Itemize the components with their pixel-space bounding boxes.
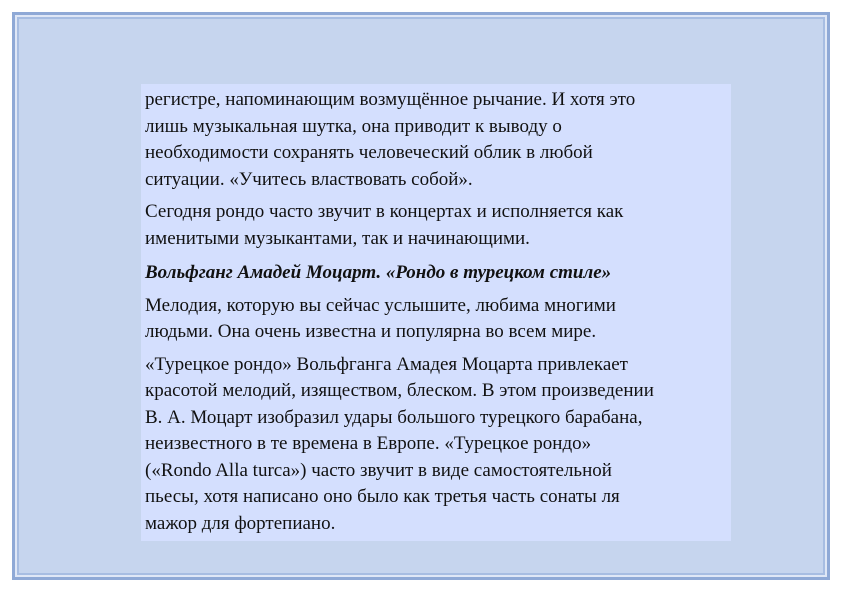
text-line: пьесы, хотя написано оно было как третья часть сонаты ля xyxy=(145,486,620,507)
text-line: именитыми музыкантами, так и начинающими. xyxy=(145,227,530,249)
text-line: мажор для фортепиано. xyxy=(145,512,336,534)
text-line: ситуации. «Учитесь властвовать собой». xyxy=(145,168,473,190)
text-line: необходимости сохранять человеческий облик в любой xyxy=(145,142,593,163)
text-line: лишь музыкальная шутка, она приводит к выводу о xyxy=(145,115,562,137)
text-line: Мелодия, которую вы сейчас услышите, любима многими xyxy=(145,294,616,316)
text-line: регистре, напоминающим возмущённое рычание. И хотя это xyxy=(145,89,636,110)
text-line: красотой мелодий, изяществом, блеском. В этом произведении xyxy=(145,380,654,401)
text-line: В. А. Моцарт изобразил удары большого турецкого барабана, xyxy=(145,406,643,428)
text-line: неизвестного в те времена в Европе. «Турецкое рондо» xyxy=(145,433,592,454)
paragraph-4 xyxy=(145,352,727,538)
paragraph-1 xyxy=(145,87,727,193)
paragraph-2 xyxy=(145,199,727,252)
text-line: «Турецкое рондо» Вольфганга Амадея Моцарта привлекает xyxy=(145,353,628,375)
heading-text: Вольфганг Амадей Моцарт. «Рондо в турецком стиле» xyxy=(145,262,612,283)
text-line: людьми. Она очень известна и популярна во всем мире. xyxy=(145,321,597,342)
text-line: Сегодня рондо часто звучит в концертах и исполняется как xyxy=(145,201,624,222)
paragraph-3 xyxy=(145,293,727,346)
text-line: («Rondo Alla turca») часто звучит в виде самостоятельной xyxy=(145,459,612,481)
text-panel xyxy=(141,84,731,541)
section-heading xyxy=(145,260,727,287)
